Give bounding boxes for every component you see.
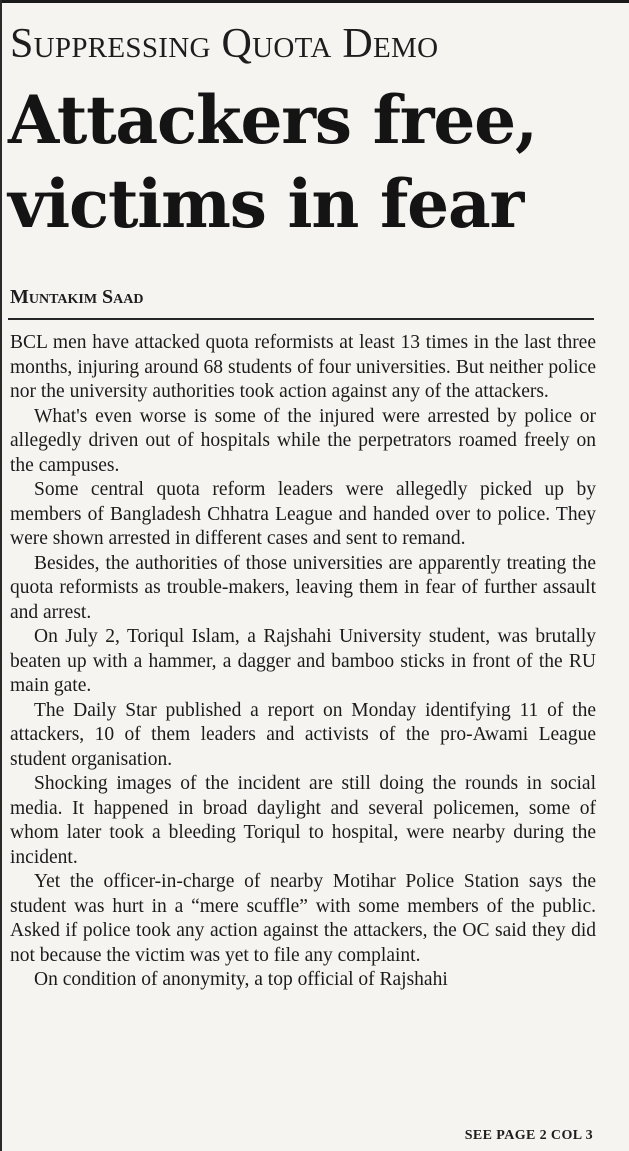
paragraph: On July 2, Toriqul Islam, a Rajshahi University student, was brutally beaten up with a hammer, a dagger and bamboo sticks in front of the RU main gate. <box>10 626 596 696</box>
left-border-rule <box>0 0 2 1151</box>
paragraph: The Daily Star published a report on Monday identifying 11 of the attackers, 10 of them leaders and activists of the pro-Awami League student organisation. <box>10 699 596 770</box>
paragraph: Besides, the authorities of those universities are apparently treating the quota reformists as trouble-makers, leaving them in fear of further assault and arrest. <box>10 552 596 623</box>
paragraph: BCL men have attacked quota reformists at least 13 times in the last three months, injuring around 68 students of four universities. But neither police nor the university authorities took action against any of the attackers. <box>10 332 596 402</box>
headline: Attackers free, victims in fear <box>8 81 537 243</box>
paragraph: Shocking images of the incident are still doing the rounds in social media. It happened in broad daylight and several policemen, some of whom later took a bleeding Toriqul to hospital, were nearby during the incident. <box>10 773 596 868</box>
section-kicker: Suppressing Quota Demo <box>10 21 439 67</box>
byline-divider <box>8 318 594 320</box>
paragraph: On condition of anonymity, a top official of Rajshahi <box>34 969 448 990</box>
byline: Muntakim Saad <box>10 286 144 308</box>
article-body <box>10 331 596 993</box>
continuation-jump-line: SEE PAGE 2 COL 3 <box>464 1128 593 1143</box>
paragraph: Some central quota reform leaders were allegedly picked up by members of Bangladesh Chhatra League and handed over to police. They were shown arrested in different cases and sent to remand. <box>10 479 596 549</box>
paragraph: Yet the officer-in-charge of nearby Motihar Police Station says the student was hurt in a “mere scuffle” with some members of the public. Asked if police took any action against the attackers, the OC said they did not because the victim was yet to file any complaint. <box>10 871 596 966</box>
top-border-rule <box>0 0 629 3</box>
paragraph: What's even worse is some of the injured were arrested by police or allegedly driven out of hospitals while the perpetrators roamed freely on the campuses. <box>10 405 596 476</box>
